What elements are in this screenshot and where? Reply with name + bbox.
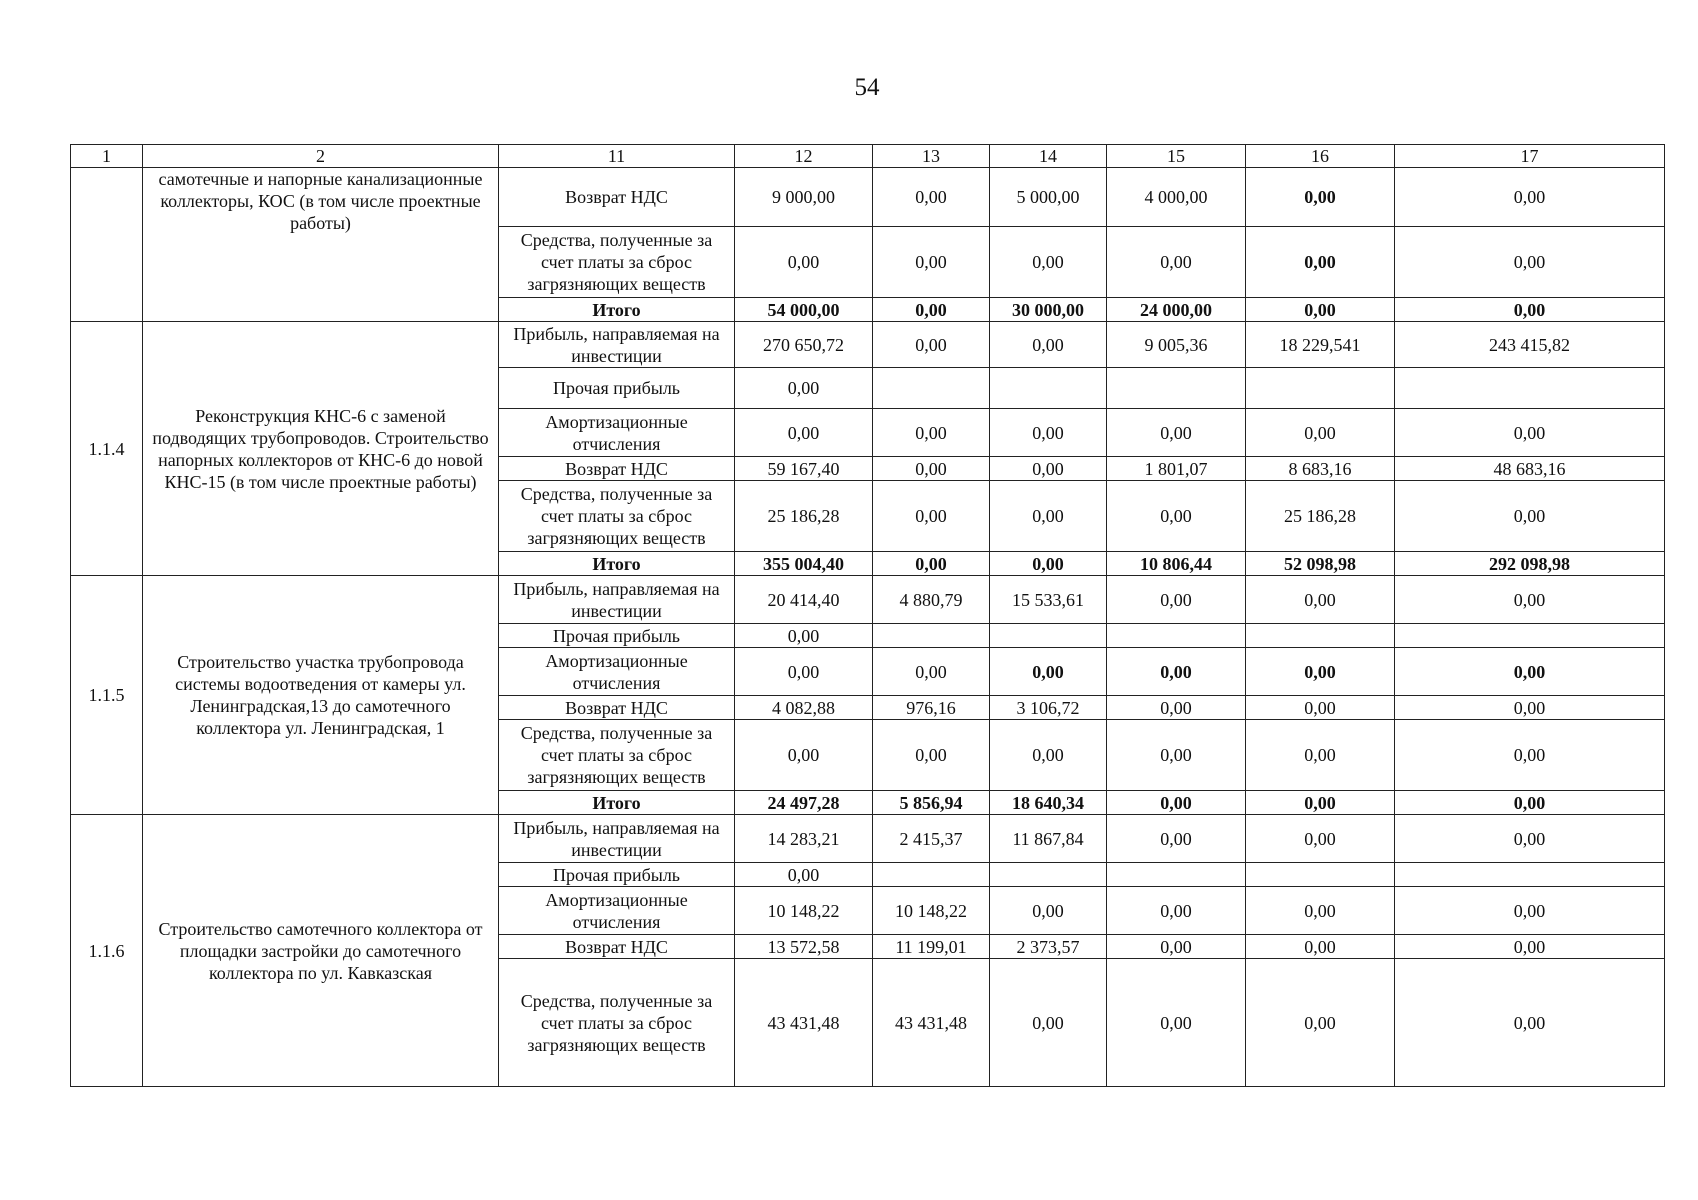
- value-cell: 0,00: [735, 720, 873, 791]
- value-cell: 25 186,28: [735, 481, 873, 552]
- funding-source: Итого: [499, 552, 735, 576]
- funding-source: Прибыль, направляемая на инвестиции: [499, 322, 735, 368]
- value-cell: 4 000,00: [1107, 168, 1246, 227]
- value-cell: 18 229,541: [1246, 322, 1395, 368]
- funding-source: Возврат НДС: [499, 935, 735, 959]
- funding-source: Прочая прибыль: [499, 624, 735, 648]
- value-cell: 0,00: [1246, 227, 1395, 298]
- header-cell: 15: [1107, 145, 1246, 168]
- funding-source: Возврат НДС: [499, 696, 735, 720]
- value-cell: 52 098,98: [1246, 552, 1395, 576]
- value-cell: 0,00: [873, 227, 990, 298]
- funding-source: Возврат НДС: [499, 168, 735, 227]
- value-cell: 48 683,16: [1395, 457, 1665, 481]
- value-cell: [1107, 624, 1246, 648]
- value-cell: 25 186,28: [1246, 481, 1395, 552]
- item-number: [71, 168, 143, 322]
- value-cell: 0,00: [1107, 696, 1246, 720]
- value-cell: 0,00: [1246, 791, 1395, 815]
- value-cell: 1 801,07: [1107, 457, 1246, 481]
- funding-source: Прочая прибыль: [499, 863, 735, 887]
- value-cell: [990, 368, 1107, 409]
- funding-source: Средства, полученные за счет платы за сброс загрязняющих веществ: [499, 959, 735, 1087]
- value-cell: 0,00: [990, 887, 1107, 935]
- value-cell: 270 650,72: [735, 322, 873, 368]
- value-cell: 0,00: [873, 552, 990, 576]
- page-number: 54: [854, 74, 880, 101]
- funding-source: Амортизационные отчисления: [499, 648, 735, 696]
- investment-table: [70, 144, 1665, 1087]
- value-cell: 0,00: [873, 322, 990, 368]
- object-name: Строительство самотечного коллектора от площадки застройки до самотечного коллектора по ул. Кавказская: [143, 815, 499, 1087]
- value-cell: 0,00: [1246, 168, 1395, 227]
- value-cell: 0,00: [1395, 648, 1665, 696]
- value-cell: 0,00: [873, 720, 990, 791]
- value-cell: [1395, 368, 1665, 409]
- value-cell: 0,00: [1246, 935, 1395, 959]
- value-cell: 30 000,00: [990, 298, 1107, 322]
- value-cell: 0,00: [1395, 935, 1665, 959]
- value-cell: 976,16: [873, 696, 990, 720]
- value-cell: 0,00: [990, 552, 1107, 576]
- funding-source: Прочая прибыль: [499, 368, 735, 409]
- value-cell: 9 000,00: [735, 168, 873, 227]
- value-cell: 0,00: [1246, 720, 1395, 791]
- value-cell: 0,00: [873, 409, 990, 457]
- value-cell: 24 497,28: [735, 791, 873, 815]
- value-cell: 2 373,57: [990, 935, 1107, 959]
- value-cell: 0,00: [990, 648, 1107, 696]
- value-cell: 13 572,58: [735, 935, 873, 959]
- value-cell: 0,00: [1395, 720, 1665, 791]
- item-number: 1.1.5: [71, 576, 143, 815]
- header-cell: 11: [499, 145, 735, 168]
- value-cell: 292 098,98: [1395, 552, 1665, 576]
- value-cell: 20 414,40: [735, 576, 873, 624]
- table-row: [71, 322, 1665, 368]
- header-cell: 2: [143, 145, 499, 168]
- value-cell: 24 000,00: [1107, 298, 1246, 322]
- object-name: самотечные и напорные канализационные коллекторы, КОС (в том числе проектные работы): [143, 168, 499, 322]
- funding-source: Средства, полученные за счет платы за сброс загрязняющих веществ: [499, 720, 735, 791]
- value-cell: [1246, 624, 1395, 648]
- value-cell: 0,00: [1246, 409, 1395, 457]
- value-cell: 0,00: [873, 168, 990, 227]
- item-number: 1.1.4: [71, 322, 143, 576]
- value-cell: 0,00: [1107, 815, 1246, 863]
- value-cell: 0,00: [1395, 696, 1665, 720]
- value-cell: [990, 863, 1107, 887]
- funding-source: Амортизационные отчисления: [499, 409, 735, 457]
- value-cell: 0,00: [735, 368, 873, 409]
- value-cell: [990, 624, 1107, 648]
- header-row: [71, 145, 1665, 168]
- value-cell: 0,00: [990, 959, 1107, 1087]
- value-cell: [873, 863, 990, 887]
- value-cell: 0,00: [1395, 887, 1665, 935]
- value-cell: 0,00: [735, 409, 873, 457]
- value-cell: 0,00: [1395, 298, 1665, 322]
- value-cell: 0,00: [873, 481, 990, 552]
- value-cell: 11 867,84: [990, 815, 1107, 863]
- value-cell: 0,00: [1107, 576, 1246, 624]
- value-cell: 0,00: [1395, 481, 1665, 552]
- value-cell: 0,00: [1395, 959, 1665, 1087]
- value-cell: 0,00: [1107, 887, 1246, 935]
- funding-source: Средства, полученные за счет платы за сброс загрязняющих веществ: [499, 227, 735, 298]
- value-cell: 0,00: [1107, 648, 1246, 696]
- value-cell: 0,00: [1107, 959, 1246, 1087]
- value-cell: 9 005,36: [1107, 322, 1246, 368]
- item-number: 1.1.6: [71, 815, 143, 1087]
- value-cell: 8 683,16: [1246, 457, 1395, 481]
- value-cell: 355 004,40: [735, 552, 873, 576]
- table-row: [71, 168, 1665, 227]
- value-cell: 5 856,94: [873, 791, 990, 815]
- value-cell: 2 415,37: [873, 815, 990, 863]
- value-cell: 11 199,01: [873, 935, 990, 959]
- value-cell: 43 431,48: [873, 959, 990, 1087]
- value-cell: 0,00: [1107, 720, 1246, 791]
- value-cell: 0,00: [1395, 168, 1665, 227]
- value-cell: [1107, 368, 1246, 409]
- value-cell: 0,00: [1395, 791, 1665, 815]
- value-cell: 0,00: [990, 481, 1107, 552]
- object-name: Реконструкция КНС-6 с заменой подводящих трубопроводов. Строительство напорных коллекторов от КНС-6 до новой КНС-15 (в том числе проектные работы): [143, 322, 499, 576]
- value-cell: 10 806,44: [1107, 552, 1246, 576]
- value-cell: 0,00: [1395, 576, 1665, 624]
- funding-source: Итого: [499, 791, 735, 815]
- value-cell: 0,00: [1107, 481, 1246, 552]
- value-cell: [873, 624, 990, 648]
- value-cell: [1107, 863, 1246, 887]
- value-cell: 0,00: [873, 648, 990, 696]
- value-cell: 0,00: [873, 298, 990, 322]
- value-cell: 0,00: [1246, 648, 1395, 696]
- header-cell: 14: [990, 145, 1107, 168]
- value-cell: 0,00: [735, 624, 873, 648]
- value-cell: 0,00: [990, 720, 1107, 791]
- value-cell: 0,00: [1107, 935, 1246, 959]
- value-cell: 4 082,88: [735, 696, 873, 720]
- header-cell: 16: [1246, 145, 1395, 168]
- value-cell: 0,00: [1107, 791, 1246, 815]
- header-cell: 1: [71, 145, 143, 168]
- value-cell: 0,00: [990, 227, 1107, 298]
- value-cell: [1395, 863, 1665, 887]
- value-cell: 0,00: [735, 227, 873, 298]
- value-cell: 4 880,79: [873, 576, 990, 624]
- value-cell: 5 000,00: [990, 168, 1107, 227]
- value-cell: 0,00: [1246, 298, 1395, 322]
- value-cell: 0,00: [990, 322, 1107, 368]
- value-cell: 0,00: [990, 409, 1107, 457]
- value-cell: 14 283,21: [735, 815, 873, 863]
- header-cell: 17: [1395, 145, 1665, 168]
- value-cell: 0,00: [1395, 409, 1665, 457]
- value-cell: 0,00: [873, 457, 990, 481]
- value-cell: [873, 368, 990, 409]
- value-cell: 0,00: [1246, 959, 1395, 1087]
- value-cell: 0,00: [735, 863, 873, 887]
- value-cell: 0,00: [1246, 887, 1395, 935]
- value-cell: 0,00: [1246, 576, 1395, 624]
- object-name: Строительство участка трубопровода системы водоотведения от камеры ул. Ленинградская,13 до самотечного коллектора ул. Ленинградская, 1: [143, 576, 499, 815]
- value-cell: 0,00: [1107, 409, 1246, 457]
- value-cell: [1395, 624, 1665, 648]
- funding-source: Возврат НДС: [499, 457, 735, 481]
- value-cell: [1246, 863, 1395, 887]
- header-cell: 13: [873, 145, 990, 168]
- value-cell: 3 106,72: [990, 696, 1107, 720]
- funding-source: Итого: [499, 298, 735, 322]
- funding-source: Прибыль, направляемая на инвестиции: [499, 815, 735, 863]
- value-cell: 54 000,00: [735, 298, 873, 322]
- value-cell: 0,00: [735, 648, 873, 696]
- funding-source: Средства, полученные за счет платы за сброс загрязняющих веществ: [499, 481, 735, 552]
- value-cell: 0,00: [1395, 815, 1665, 863]
- value-cell: 10 148,22: [873, 887, 990, 935]
- funding-source: Амортизационные отчисления: [499, 887, 735, 935]
- funding-source: Прибыль, направляемая на инвестиции: [499, 576, 735, 624]
- table-row: [71, 815, 1665, 863]
- value-cell: 243 415,82: [1395, 322, 1665, 368]
- value-cell: 0,00: [1246, 815, 1395, 863]
- header-cell: 12: [735, 145, 873, 168]
- value-cell: 18 640,34: [990, 791, 1107, 815]
- value-cell: 43 431,48: [735, 959, 873, 1087]
- value-cell: 0,00: [1107, 227, 1246, 298]
- value-cell: 10 148,22: [735, 887, 873, 935]
- value-cell: 59 167,40: [735, 457, 873, 481]
- value-cell: 0,00: [990, 457, 1107, 481]
- table-row: [71, 576, 1665, 624]
- value-cell: [1246, 368, 1395, 409]
- value-cell: 0,00: [1395, 227, 1665, 298]
- value-cell: 15 533,61: [990, 576, 1107, 624]
- value-cell: 0,00: [1246, 696, 1395, 720]
